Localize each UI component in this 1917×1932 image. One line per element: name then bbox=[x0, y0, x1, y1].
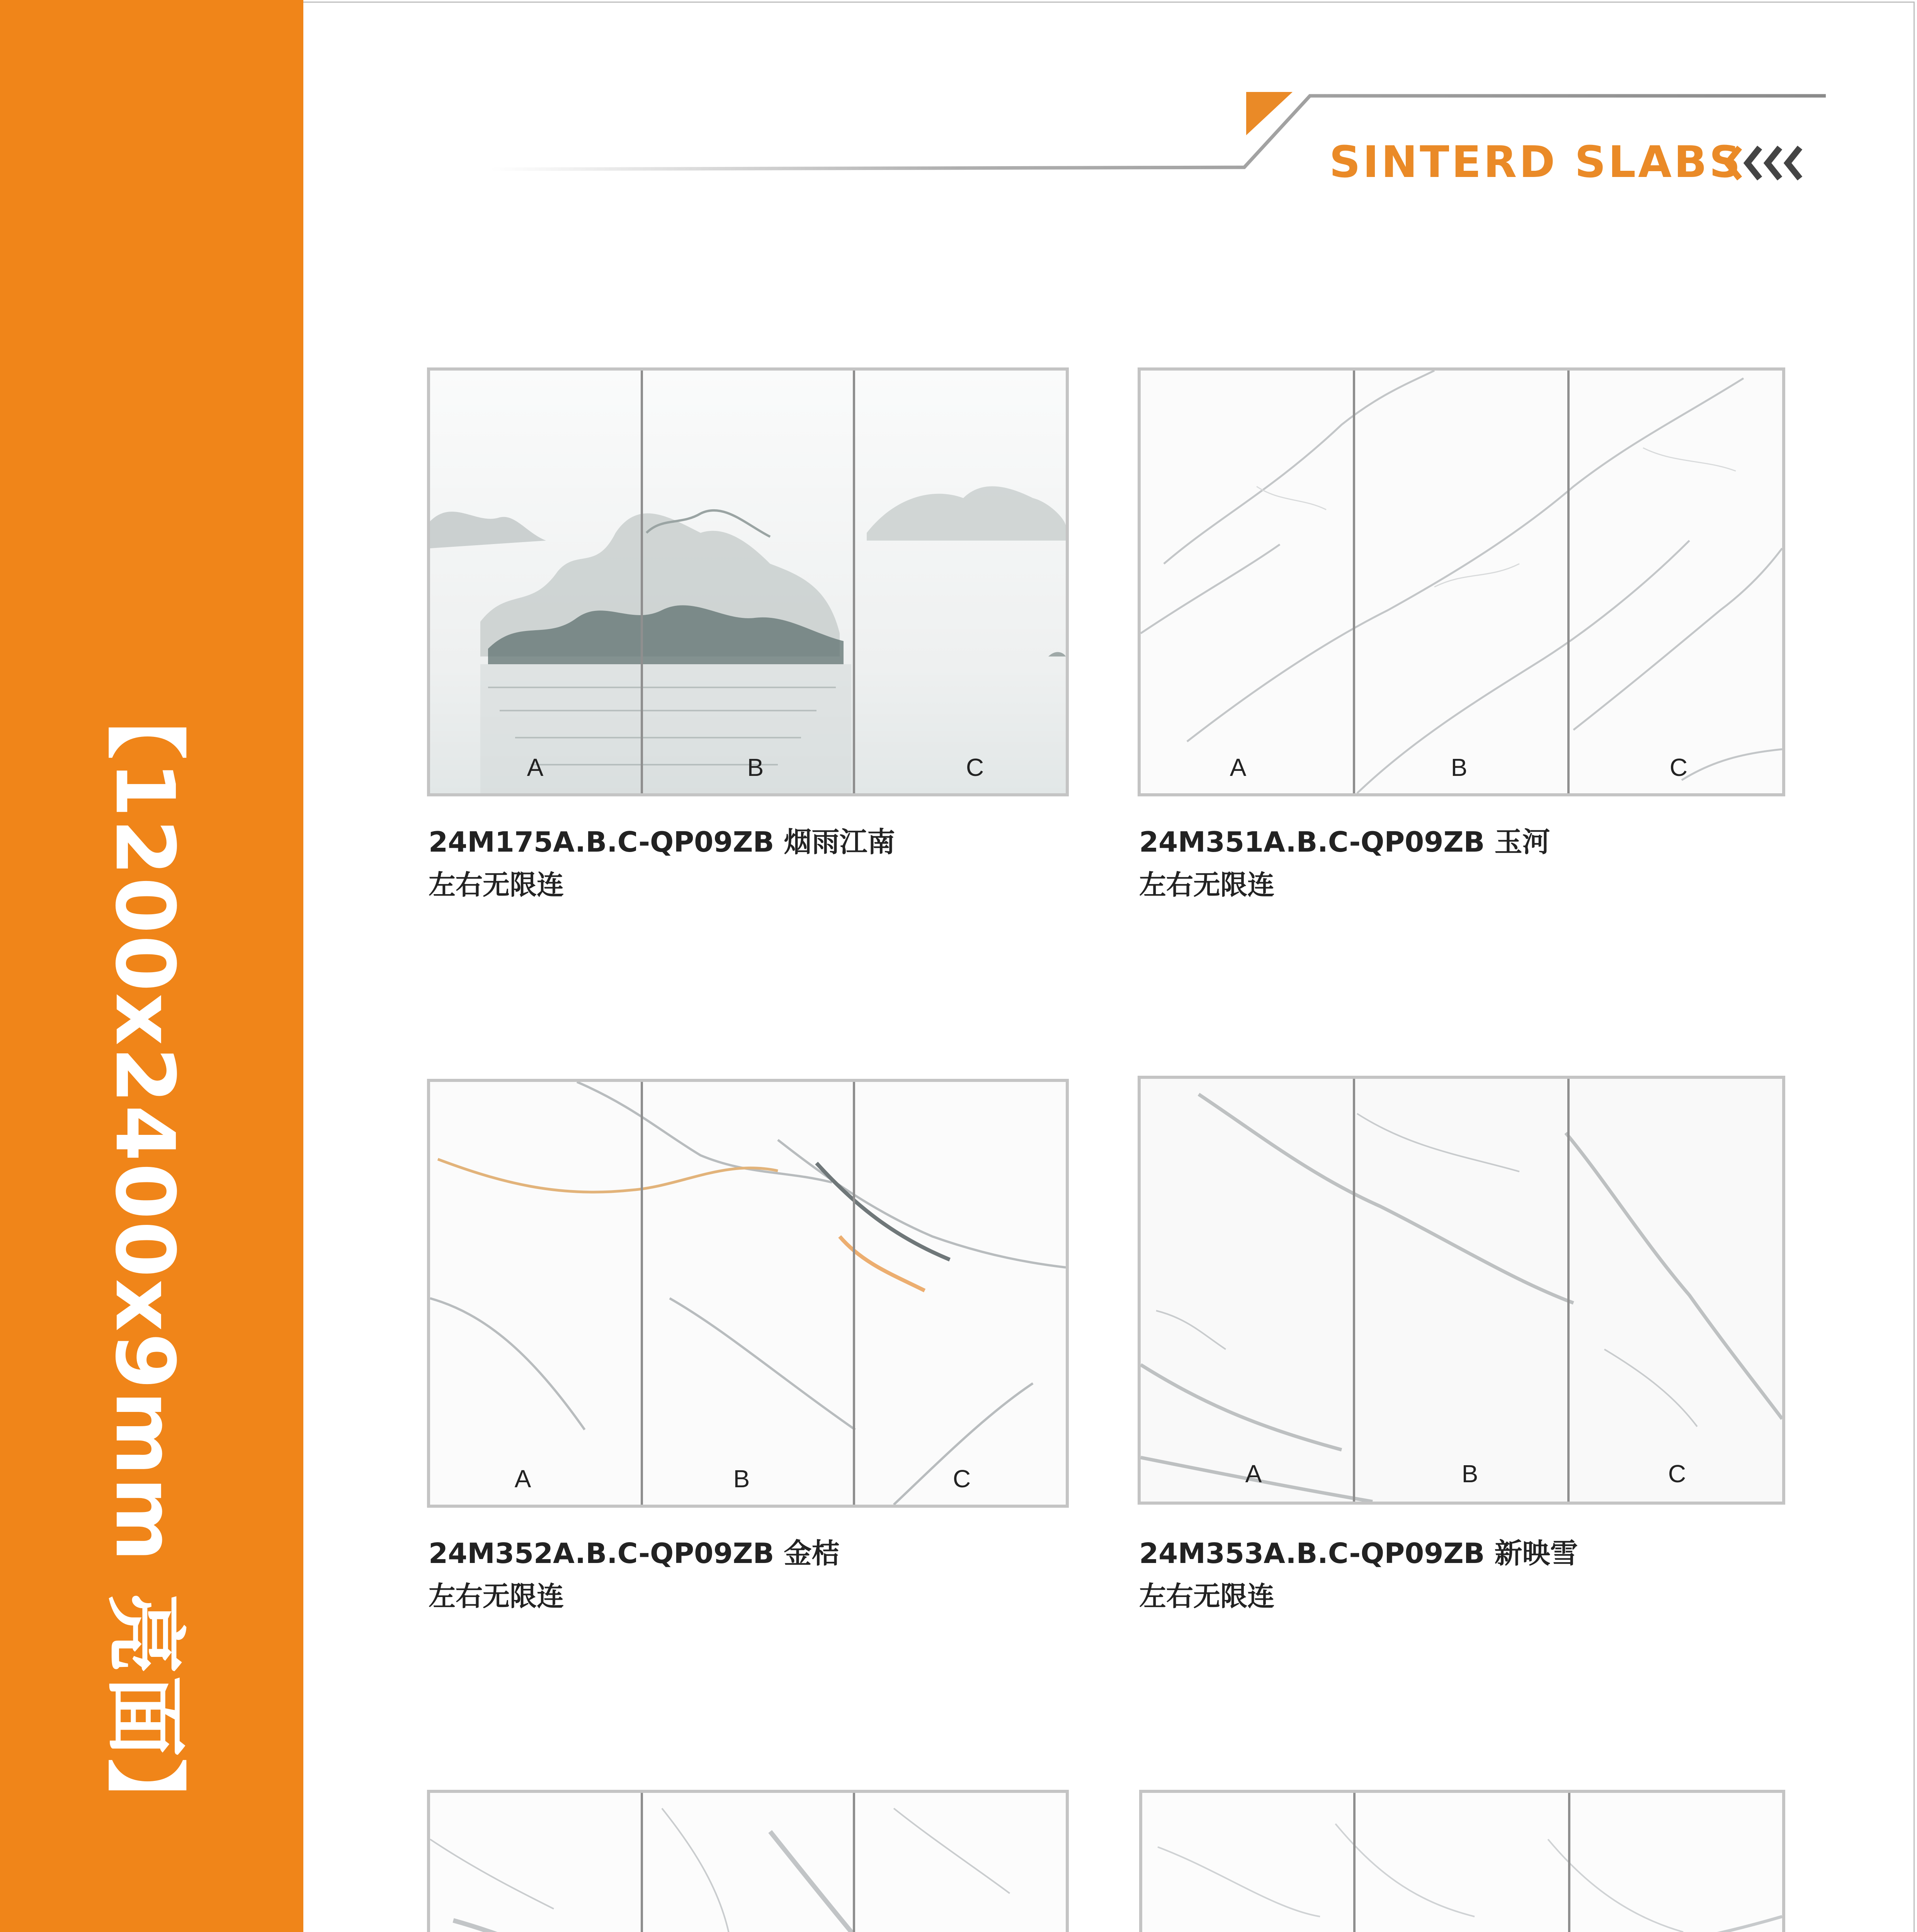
panel-label-c: C bbox=[966, 753, 984, 781]
panel-divider bbox=[1353, 1079, 1355, 1502]
orange-corner-triangle bbox=[1246, 92, 1293, 135]
panel-divider bbox=[1353, 371, 1355, 793]
panel-label-b: B bbox=[747, 753, 764, 781]
product-note: 左右无限连 bbox=[1139, 1580, 1274, 1612]
product-card bbox=[1138, 1076, 1785, 1617]
panel-label-c: C bbox=[953, 1465, 971, 1493]
slab-image-soft-grey-veins bbox=[1138, 1076, 1785, 1505]
panel-divider bbox=[641, 371, 643, 793]
panel-divider bbox=[853, 1082, 855, 1505]
panel-divider bbox=[1568, 1793, 1570, 1932]
chevron-left-arrows-icon bbox=[1724, 144, 1817, 182]
product-note: 左右无限连 bbox=[429, 1580, 564, 1612]
panel-divider bbox=[1567, 1079, 1570, 1502]
panel-divider bbox=[853, 1793, 855, 1932]
size-finish-title: 【1200x2400x9mm 亮面】 bbox=[97, 678, 192, 1841]
slab-image-fine-grey-veins bbox=[1138, 367, 1785, 796]
product-card bbox=[427, 1790, 1069, 1932]
product-code: 24M352A.B.C-QP09ZB 金桔 bbox=[429, 1537, 840, 1570]
panel-divider bbox=[641, 1793, 643, 1932]
brand-title: SINTERD SLABS bbox=[1329, 137, 1743, 187]
product-code: 24M351A.B.C-QP09ZB 玉河 bbox=[1139, 826, 1550, 858]
side-band bbox=[0, 0, 303, 1932]
product-code: 24M353A.B.C-QP09ZB 新映雪 bbox=[1139, 1537, 1578, 1570]
product-note: 左右无限连 bbox=[1139, 869, 1274, 901]
panel-divider bbox=[1353, 1793, 1356, 1932]
panel-divider bbox=[1567, 371, 1570, 793]
panel-label-b: B bbox=[1451, 753, 1468, 781]
slab-image-ink-landscape bbox=[427, 367, 1069, 796]
panel-label-c: C bbox=[1669, 753, 1688, 781]
product-card bbox=[1139, 1790, 1785, 1932]
panel-label-b: B bbox=[733, 1465, 750, 1493]
product-card bbox=[427, 367, 1069, 908]
panel-divider bbox=[853, 371, 855, 793]
product-note: 左右无限连 bbox=[429, 869, 564, 901]
product-card bbox=[427, 1079, 1069, 1620]
slab-image-web-grey-veins bbox=[1139, 1790, 1785, 1932]
product-code: 24M175A.B.C-QP09ZB 烟雨江南 bbox=[429, 826, 895, 858]
panel-label-a: A bbox=[1230, 753, 1247, 781]
panel-label-b: B bbox=[1461, 1460, 1478, 1488]
panel-label-a: A bbox=[527, 753, 544, 781]
product-card bbox=[1138, 367, 1785, 908]
panel-label-c: C bbox=[1668, 1460, 1686, 1488]
slab-image-grey-veins-gold-streak bbox=[427, 1079, 1069, 1508]
panel-divider bbox=[641, 1082, 643, 1505]
panel-label-a: A bbox=[514, 1465, 531, 1493]
slab-image-bold-grey-veins bbox=[427, 1790, 1069, 1932]
panel-label-a: A bbox=[1245, 1460, 1262, 1488]
